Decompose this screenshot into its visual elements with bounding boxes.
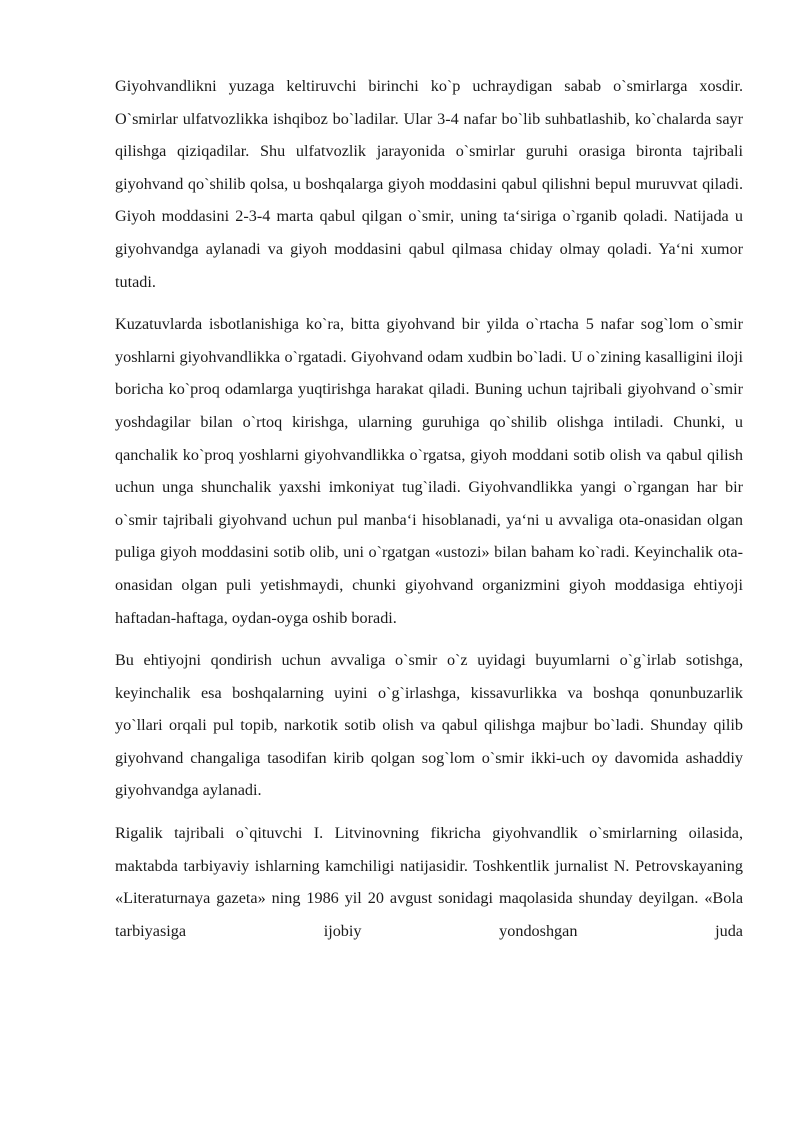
paragraph-1: Giyohvandlikni yuzaga keltiruvchi birinchi ko`p uchraydigan sabab o`smirlarga xosdir. O`smirlar ulfatvozlikka ishqiboz bo`ladilar. Ular 3-4 nafar bo`lib suhbatlashib, ko`chalarda sayr qilishga qiziqadilar. Shu ulfatvozlik jarayonida o`smirlar guruhi orasiga bironta tajribali giyohvand qo`shilib qolsa, u boshqalarga giyoh moddasini qabul qilishni bepul muruvvat qiladi. Giyoh moddasini 2-3-4 marta qabul qilgan o`smir, uning ta‘siriga o`rganib qoladi. Natijada u giyohvandga aylanadi va giyoh moddasini qabul qilmasa chiday olmay qoladi. Ya‘ni xumor tutadi. — [115, 77, 743, 291]
paragraph-4: Rigalik tajribali o`qituvchi I. Litvinovning fikricha giyohvandlik o`smirlarning oilasida, maktabda tarbiyaviy ishlarning kamchiligi natijasidir. Toshkentlik jurnalist N. Petrovskayaning «Literaturnaya gazeta» ning 1986 yil 20 avgust sonidagi maqolasida shunday deyilgan. «Bola tarbiyasiga ijobiy yondoshgan juda — [115, 824, 743, 940]
document-page — [115, 70, 743, 957]
paragraph-3: Bu ehtiyojni qondirish uchun avvaliga o`smir o`z uyidagi buyumlarni o`g`irlab sotishga, keyinchalik esa boshqalarning uyini o`g`irlashga, kissavurlikka va boshqa qonunbuzarlik yo`llari orqali pul topib, narkotik sotib olish va qabul qilishga majbur bo`ladi. Shunday qilib giyohvand changaliga tasodifan kirib qolgan sog`lom o`smir ikki-uch oy davomida ashaddiy giyohvandga aylanadi. — [115, 651, 743, 800]
paragraph-2: Kuzatuvlarda isbotlanishiga ko`ra, bitta giyohvand bir yilda o`rtacha 5 nafar sog`lom o`smir yoshlarni giyohvandlikka o`rgatadi. Giyohvand odam xudbin bo`ladi. U o`zining kasalligini iloji boricha ko`proq odamlarga yuqtirishga harakat qiladi. Buning uchun tajribali giyohvand o`smir yoshdagilar bilan o`rtoq kirishga, ularning guruhiga qo`shilib olishga intiladi. Chunki, u qanchalik ko`proq yoshlarni giyohvandlikka o`rgatsa, giyoh moddani sotib olish va qabul qilish uchun unga shunchalik yaxshi imkoniyat tug`iladi. Giyohvandlikka yangi o`rgangan har bir o`smir tajribali giyohvand uchun pul manba‘i hisoblanadi, ya‘ni u avvaliga ota-onasidan olgan puliga giyoh moddasini sotib olib, uni o`rgatgan «ustozi» bilan baham ko`radi. Keyinchalik ota-onasidan olgan puli yetishmaydi, chunki giyohvand organizmini giyoh moddasiga ehtiyoji haftadan-haftaga, oydan-oyga oshib boradi. — [115, 315, 743, 627]
